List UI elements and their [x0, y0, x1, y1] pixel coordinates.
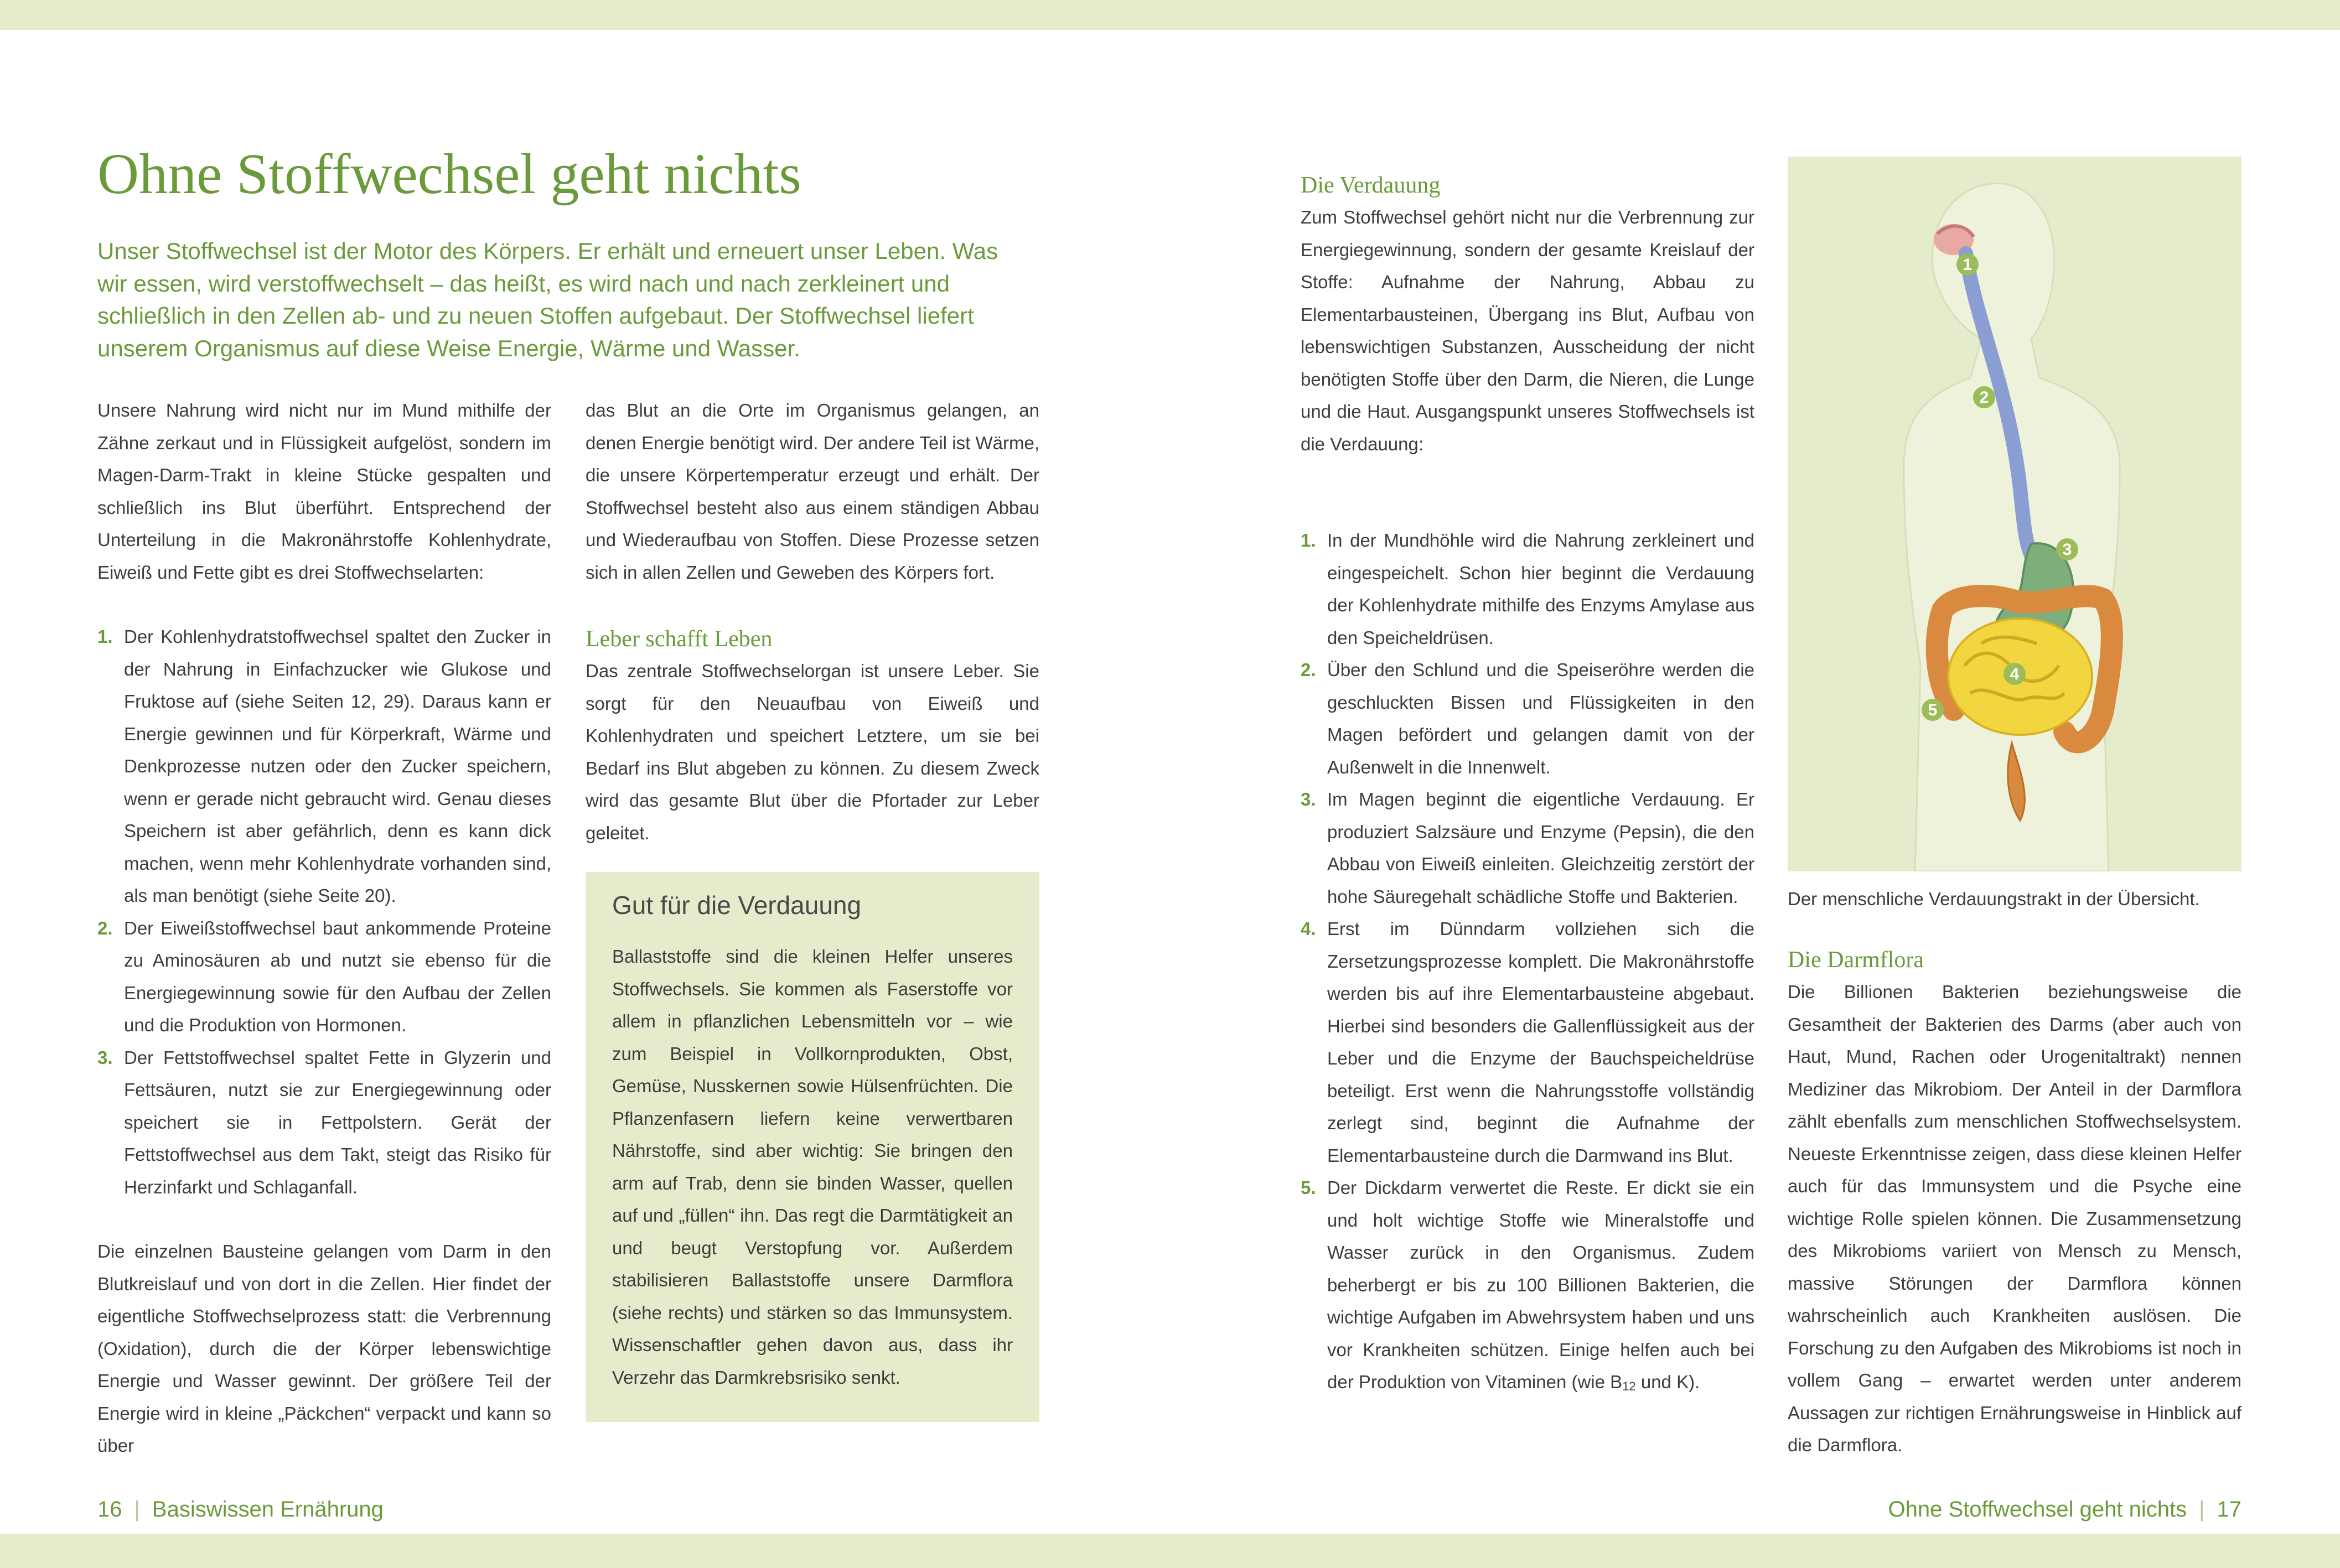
info-box [586, 872, 1039, 1422]
footer-section: Ohne Stoffwechsel geht nichts [1888, 1497, 2187, 1522]
heading-leber: Leber schafft Leben [586, 626, 773, 652]
digestive-tract-illustration [1788, 157, 2241, 871]
darmflora-paragraph: Die Billionen Bakterien beziehungsweise die Gesamtheit der Bakterien des Darms (aber auch von Haut, Mund, Rachen oder Urogenitaltrakt) nennen Mediziner das Mikrobiom. Der Anteil in der Darmflora zählt ebenfalls zum menschlichen Stoffwechselsystem. Neueste Erkenntnisse zeigen, dass diese kleinen Helfer auch für das Immunsystem und die Psyche eine wichtige Rolle spielen können. Die Zusammensetzung des Mikrobioms variiert von Mensch zu Mensch, massive Störungen der Darmflora können wahrscheinlich auch Krankheiten auslösen. Die Forschung zu den Aufgaben des Mikrobioms ist noch in vollem Gang – erwartet werden unter anderem Aussagen zur richtigen Ernährungsweise in Hinblick auf die Darmflora. [1788, 982, 2241, 1455]
right-column-2 [1788, 944, 2241, 1462]
stoffwechsel-list [97, 621, 551, 1203]
verdauung-intro: Zum Stoffwechsel gehört nicht nur die Verbrennung zur Energiegewinnung, sondern der gesamte Kreislauf der Stoffe: Aufnahme der Nahrung, Abbau zu Elementarbausteinen, Übergang ins Blut, Aufbau von lebenswichtigen Substanzen, Ausscheidung der nicht benötigten Stoffe über den Darm, die Nieren, die Lunge und die Haut. Ausgangspunkt unseres Stoffwechsels ist die Verdauung: [1301, 207, 1754, 454]
top-band [0, 0, 2340, 30]
footer-left: 16 | Basiswissen Ernährung [97, 1497, 384, 1522]
left-column-2 [586, 394, 1039, 849]
page-number: 17 [2217, 1497, 2241, 1522]
list-item: 5. Der Dickdarm verwertet die Reste. Er dickt sie ein und holt wichtige Stoffe wie Mineralstoffe und Wasser zurück in den Organismus. Zudem beherbergt er bis zu 100 Billionen Bakterien, die wichtige Aufgaben im Abwehrsystem haben und uns vor Krankheiten schützen. Einige helfen auch bei der Produktion von Vitaminen (wie B12 und K). [1301, 1177, 1754, 1393]
figure-label-3: 3 [2062, 541, 2072, 559]
footer-right: Ohne Stoffwechsel geht nichts | 17 [1888, 1497, 2241, 1522]
list-item: 2. Über den Schlund und die Speiseröhre werden die geschluckten Bissen und Flüssigkeiten in den Magen befördert und gelangen damit von der Außenwelt in die Innenwelt. [1301, 660, 1754, 777]
figure-label-5: 5 [1928, 701, 1938, 719]
figure-caption: Der menschliche Verdauungstrakt in der Übersicht. [1788, 889, 2200, 909]
info-box-text: Ballaststoffe sind die kleinen Helfer unseres Stoffwechsels. Sie kommen als Faserstoffe vor allem in pflanzlichen Lebensmitteln vor – wie zum Beispiel in Vollkornprodukten, Obst, Gemüse, Nusskernen sowie Hülsenfrüchten. Die Pflanzenfasern liefern keine verwertbaren Nährstoffe, sind aber wichtig: Sie bringen den arm auf Trab, denn sie binden Wasser, quellen auf und „füllen“ ihn. Das regt die Darmtätigkeit an und beugt Verstopfung vor. Außerdem stabilisieren Ballaststoffe unsere Darmflora (siehe rechts) und stärken so das Immunsystem. Wissenschaftler gehen davon aus, dass ihr Verzehr das Darmkrebsrisiko senkt. [612, 946, 1013, 1388]
col1-intro: Unsere Nahrung wird nicht nur im Mund mithilfe der Zähne zerkaut und in Flüssigkeit aufgelöst, sondern im Magen-Darm-Trakt in kleine Stücke gespalten und schließlich ins Blut überführt. Entsprechend der Unterteilung in die Makronährstoffe Kohlenhydrate, Eiweiß und Fette gibt es drei Stoffwechselarten: [97, 400, 551, 583]
page-number: 16 [97, 1497, 122, 1522]
verdauung-list [1301, 525, 1754, 1403]
figure-label-4: 4 [2010, 665, 2020, 683]
right-column-1 [1301, 169, 1754, 1403]
list-item: 1. In der Mundhöhle wird die Nahrung zerkleinert und eingespeichelt. Schon hier beginnt die Verdauung der Kohlenhydrate mithilfe des Enzyms Amylase aus den Speicheldrüsen. [1301, 530, 1754, 648]
list-item: 2. Der Eiweißstoffwechsel baut ankommende Proteine zu Aminosäuren ab und nutzt sie ebenso für die Energiegewinnung sowie für den Aufbau der Zellen und die Produktion von Hormonen. [97, 917, 551, 1035]
list-item: 1. Der Kohlenhydratstoffwechsel spaltet den Zucker in der Nahrung in Einfachzucker wie Glukose und Fruktose auf (siehe Seiten 12, 29). Daraus kann er Energie gewinnen und für Körperkraft, Wärme und Denkprozesse nutzen oder den Zucker speichern, wenn er gerade nicht gebraucht wird. Genau dieses Speichern ist aber gefährlich, denn es kann dick machen, wenn mehr Kohlenhydrate vorhanden sind, als man benötigt (siehe Seite 20). [97, 626, 551, 906]
left-column-1 [97, 394, 551, 1462]
col2-paragraph-2: Das zentrale Stoffwechselorgan ist unsere Leber. Sie sorgt für den Neuaufbau von Eiweiß und Kohlenhydraten und speichert Letztere, um sie bei Bedarf ins Blut abgeben zu können. Zu diesem Zweck wird das gesamte Blut über die Pfortader zur Leber geleitet. [586, 661, 1039, 843]
col2-paragraph: das Blut an die Orte im Organismus gelangen, an denen Energie benötigt wird. Der andere Teil ist Wärme, die unsere Körpertemperatur erzeugt und erhält. Der Stoffwechsel besteht also aus einem ständigen Abbau und Wiederaufbau von Stoffen. Diese Prozesse setzen sich in allen Zellen und Geweben des Körpers fort. [586, 400, 1039, 583]
list-item: 3. Im Magen beginnt die eigentliche Verdauung. Er produziert Salzsäure und Enzyme (Pepsin), die den Abbau von Eiweiß einleiten. Gleichzeitig zerstört der hohe Säuregehalt schädliche Stoffe und Bakterien. [1301, 789, 1754, 907]
list-item: 3. Der Fettstoffwechsel spaltet Fette in Glyzerin und Fettsäuren, nutzt sie zur Energiegewinnung oder speichert sie in Fettpolstern. Gerät der Fettstoffwechsel aus dem Takt, steigt das Risiko für Herzinfarkt und Schlaganfall. [97, 1047, 551, 1197]
col1-outro: Die einzelnen Bausteine gelangen vom Darm in den Blutkreislauf und von dort in die Zellen. Hier findet der eigentliche Stoffwechselprozess statt: die Verbrennung (Oxidation), durch die der Körper lebenswichtige Energie und Wasser gewinnt. Der größere Teil der Energie wird in kleine „Päckchen“ verpackt und kann so über [97, 1241, 551, 1456]
lead-paragraph: Unser Stoffwechsel ist der Motor des Körpers. Er erhält und erneuert unser Leben. Was wir essen, wird verstoffwechselt – das heißt, es wird nach und nach zerkleinert und schließlich in den Zellen ab- und zu neuen Stoffen aufgebaut. Der Stoffwechsel liefert unserem Organismus auf diese Weise Energie, Wärme und Wasser. [97, 238, 998, 361]
footer-section: Basiswissen Ernährung [152, 1497, 384, 1522]
bottom-band [0, 1534, 2340, 1568]
heading-darmflora: Die Darmflora [1788, 947, 1924, 973]
heading-verdauung: Die Verdauung [1301, 173, 1441, 198]
page-title: Ohne Stoffwechsel geht nichts [97, 142, 801, 206]
figure-label-1: 1 [1963, 256, 1973, 274]
figure-label-2: 2 [1979, 388, 1989, 407]
list-item: 4. Erst im Dünndarm vollziehen sich die Zersetzungsprozesse komplett. Die Makronährstoffe werden bis auf ihre Elementarbausteine abgebaut. Hierbei sind besonders die Gallenflüssigkeit aus der Leber und die Enzyme der Bauchspeicheldrüse beteiligt. Erst wenn die Nahrungsstoffe vollständig zerlegt sind, beginnt die Aufnahme der Elementarbausteine durch die Darmwand ins Blut. [1301, 918, 1754, 1166]
info-box-title: Gut für die Verdauung [612, 891, 862, 920]
